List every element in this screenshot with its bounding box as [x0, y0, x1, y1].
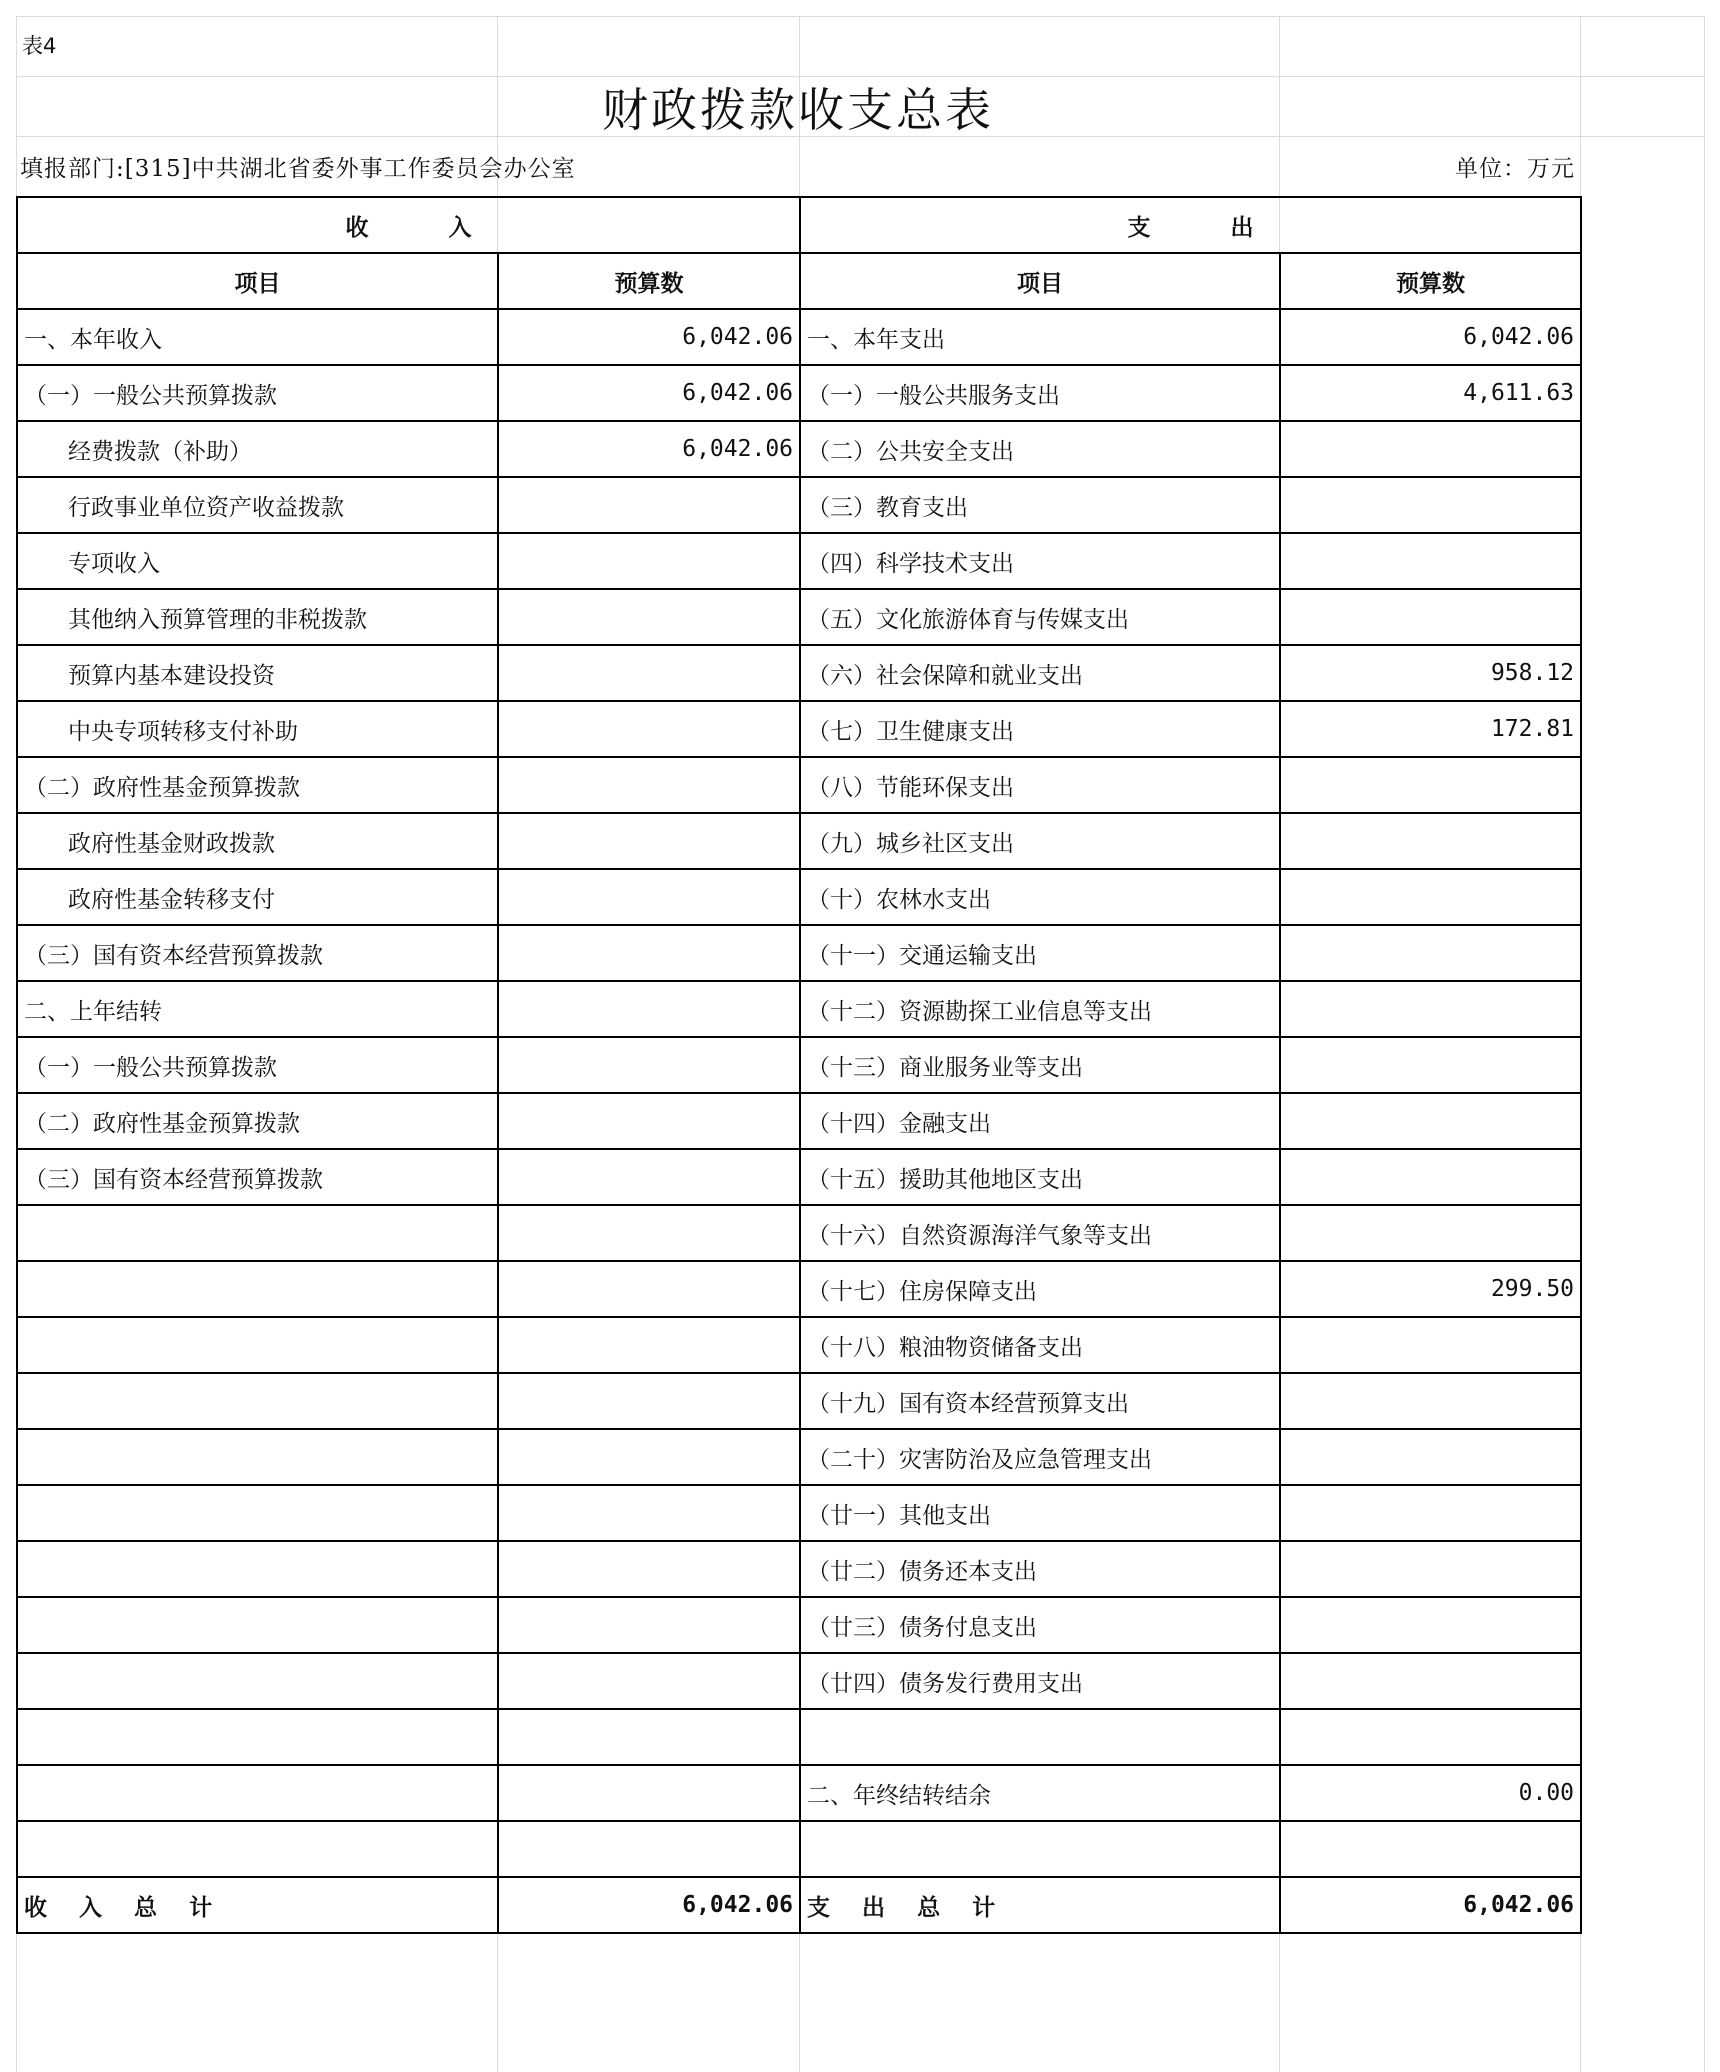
income-item-cell: （一）一般公共预算拨款 [17, 365, 498, 421]
expense-value-cell: 0.00 [1280, 1765, 1581, 1821]
expense-item-cell: （四）科学技术支出 [800, 533, 1280, 589]
income-value-cell [498, 1093, 800, 1149]
income-item-cell [17, 1541, 498, 1597]
table-row [17, 1261, 1581, 1317]
expense-value-cell [1280, 477, 1581, 533]
income-item-cell [17, 1317, 498, 1373]
income-total-label: 收 入 总 计 [17, 1877, 498, 1933]
income-item-cell: 二、上年结转 [17, 981, 498, 1037]
grid-line [1704, 16, 1705, 2072]
budget-table [16, 196, 1582, 1934]
expense-value-cell [1280, 813, 1581, 869]
expense-value-cell: 6,042.06 [1280, 309, 1581, 365]
income-item-cell: 政府性基金转移支付 [17, 869, 498, 925]
income-value-cell [498, 1653, 800, 1709]
income-value-cell [498, 645, 800, 701]
expense-item-cell: （十六）自然资源海洋气象等支出 [800, 1205, 1280, 1261]
expense-item-cell: （二）公共安全支出 [800, 421, 1280, 477]
expense-item-cell: （三）教育支出 [800, 477, 1280, 533]
expense-value-cell [1280, 1093, 1581, 1149]
page-title: 财政拨款收支总表 [602, 83, 994, 137]
unit-label: 单位：万元 [1455, 156, 1575, 182]
table-row [17, 477, 1581, 533]
income-item-cell [17, 1373, 498, 1429]
table-row [17, 1597, 1581, 1653]
table-row [17, 421, 1581, 477]
table-row [17, 1653, 1581, 1709]
expense-value-cell: 4,611.63 [1280, 365, 1581, 421]
expense-item-cell: （廿一）其他支出 [800, 1485, 1280, 1541]
table-row [17, 757, 1581, 813]
table-row [17, 1709, 1581, 1765]
income-value-cell [498, 1317, 800, 1373]
income-value-cell [498, 1541, 800, 1597]
table-row [17, 1485, 1581, 1541]
expense-value-cell [1280, 1709, 1581, 1765]
table-row [17, 1429, 1581, 1485]
income-item-cell [17, 1205, 498, 1261]
expense-total-label: 支 出 总 计 [800, 1877, 1280, 1933]
income-value-cell [498, 813, 800, 869]
income-item-cell [17, 1597, 498, 1653]
income-item-cell [17, 1485, 498, 1541]
expense-value-cell [1280, 869, 1581, 925]
grid-line [16, 76, 1704, 77]
income-value-cell [498, 589, 800, 645]
sheet-tag: 表4 [22, 34, 57, 58]
expense-total-value: 6,042.06 [1280, 1877, 1581, 1933]
expense-item-cell: （七）卫生健康支出 [800, 701, 1280, 757]
expense-value-cell [1280, 1037, 1581, 1093]
income-value-cell [498, 1765, 800, 1821]
income-item-cell [17, 1653, 498, 1709]
table-row [17, 1037, 1581, 1093]
income-item-cell [17, 1821, 498, 1877]
table-row [17, 1093, 1581, 1149]
expense-value-cell [1280, 981, 1581, 1037]
expense-item-cell: （十九）国有资本经营预算支出 [800, 1373, 1280, 1429]
expense-item-header: 项目 [800, 253, 1280, 309]
expense-value-cell [1280, 421, 1581, 477]
expense-value-cell [1280, 589, 1581, 645]
expense-item-cell: （十三）商业服务业等支出 [800, 1037, 1280, 1093]
expense-value-cell [1280, 1429, 1581, 1485]
income-value-cell [498, 869, 800, 925]
table-row [17, 981, 1581, 1037]
income-budget-header: 预算数 [498, 253, 800, 309]
table-row [17, 1541, 1581, 1597]
expense-item-cell: （九）城乡社区支出 [800, 813, 1280, 869]
table-row [17, 1821, 1581, 1877]
expense-value-cell [1280, 1205, 1581, 1261]
expense-item-cell: （一）一般公共服务支出 [800, 365, 1280, 421]
expense-value-cell [1280, 1373, 1581, 1429]
income-value-cell [498, 757, 800, 813]
income-value-cell [498, 1429, 800, 1485]
income-item-cell [17, 1709, 498, 1765]
expense-item-cell: （十一）交通运输支出 [800, 925, 1280, 981]
table-row [17, 1149, 1581, 1205]
income-value-cell [498, 1205, 800, 1261]
income-item-cell: 行政事业单位资产收益拨款 [17, 477, 498, 533]
grid-line [16, 16, 1704, 17]
expense-item-cell: （八）节能环保支出 [800, 757, 1280, 813]
expense-item-cell: 一、本年支出 [800, 309, 1280, 365]
table-row [17, 1373, 1581, 1429]
department-label: 填报部门:[315]中共湖北省委外事工作委员会办公室 [20, 156, 576, 182]
total-row [17, 1877, 1581, 1933]
expense-item-cell: （十七）住房保障支出 [800, 1261, 1280, 1317]
expense-value-cell [1280, 1653, 1581, 1709]
expense-item-cell: （十）农林水支出 [800, 869, 1280, 925]
table-row [17, 645, 1581, 701]
expense-item-cell: （十五）援助其他地区支出 [800, 1149, 1280, 1205]
income-item-cell [17, 1765, 498, 1821]
income-item-cell: 经费拨款（补助） [17, 421, 498, 477]
expense-value-cell [1280, 1821, 1581, 1877]
income-value-cell: 6,042.06 [498, 309, 800, 365]
income-item-cell: （三）国有资本经营预算拨款 [17, 1149, 498, 1205]
expense-item-cell: （五）文化旅游体育与传媒支出 [800, 589, 1280, 645]
expense-item-cell: （十二）资源勘探工业信息等支出 [800, 981, 1280, 1037]
income-header: 收 入 [17, 197, 800, 253]
income-value-cell: 6,042.06 [498, 421, 800, 477]
expense-item-cell: （廿二）债务还本支出 [800, 1541, 1280, 1597]
income-item-cell [17, 1261, 498, 1317]
income-value-cell [498, 477, 800, 533]
table-row [17, 925, 1581, 981]
expense-item-cell [800, 1821, 1280, 1877]
income-value-cell [498, 1149, 800, 1205]
expense-value-cell [1280, 925, 1581, 981]
expense-item-cell: （廿四）债务发行费用支出 [800, 1653, 1280, 1709]
income-item-cell: 专项收入 [17, 533, 498, 589]
income-item-cell: （二）政府性基金预算拨款 [17, 757, 498, 813]
table-row [17, 1205, 1581, 1261]
income-value-cell [498, 1821, 800, 1877]
income-value-cell [498, 701, 800, 757]
income-item-cell: （一）一般公共预算拨款 [17, 1037, 498, 1093]
expense-header: 支 出 [800, 197, 1581, 253]
expense-item-cell: （十八）粮油物资储备支出 [800, 1317, 1280, 1373]
income-value-cell [498, 1261, 800, 1317]
column-header-row [17, 253, 1581, 309]
expense-value-cell: 299.50 [1280, 1261, 1581, 1317]
income-value-cell [498, 925, 800, 981]
expense-value-cell [1280, 757, 1581, 813]
table-row [17, 365, 1581, 421]
table-row [17, 1317, 1581, 1373]
income-value-cell [498, 1597, 800, 1653]
income-value-cell: 6,042.06 [498, 365, 800, 421]
expense-value-cell: 958.12 [1280, 645, 1581, 701]
income-value-cell [498, 1485, 800, 1541]
table-row [17, 589, 1581, 645]
expense-item-cell [800, 1709, 1280, 1765]
income-item-cell [17, 1429, 498, 1485]
income-value-cell [498, 1037, 800, 1093]
expense-value-cell [1280, 1541, 1581, 1597]
table-row [17, 701, 1581, 757]
expense-value-cell [1280, 1597, 1581, 1653]
income-item-cell: （三）国有资本经营预算拨款 [17, 925, 498, 981]
income-total-value: 6,042.06 [498, 1877, 800, 1933]
expense-value-cell [1280, 1485, 1581, 1541]
table-row [17, 869, 1581, 925]
expense-value-cell [1280, 533, 1581, 589]
expense-item-cell: （廿三）债务付息支出 [800, 1597, 1280, 1653]
income-value-cell [498, 981, 800, 1037]
expense-item-cell: 二、年终结转结余 [800, 1765, 1280, 1821]
expense-value-cell [1280, 1149, 1581, 1205]
table-row [17, 813, 1581, 869]
expense-item-cell: （十四）金融支出 [800, 1093, 1280, 1149]
income-item-cell: （二）政府性基金预算拨款 [17, 1093, 498, 1149]
income-item-header: 项目 [17, 253, 498, 309]
expense-value-cell: 172.81 [1280, 701, 1581, 757]
income-item-cell: 政府性基金财政拨款 [17, 813, 498, 869]
income-item-cell: 一、本年收入 [17, 309, 498, 365]
expense-item-cell: （六）社会保障和就业支出 [800, 645, 1280, 701]
expense-value-cell [1280, 1317, 1581, 1373]
income-value-cell [498, 533, 800, 589]
income-value-cell [498, 1709, 800, 1765]
expense-item-cell: （二十）灾害防治及应急管理支出 [800, 1429, 1280, 1485]
expense-budget-header: 预算数 [1280, 253, 1581, 309]
table-row [17, 309, 1581, 365]
income-item-cell: 其他纳入预算管理的非税拨款 [17, 589, 498, 645]
table-row [17, 533, 1581, 589]
income-item-cell: 预算内基本建设投资 [17, 645, 498, 701]
income-item-cell: 中央专项转移支付补助 [17, 701, 498, 757]
section-header-row [17, 197, 1581, 253]
table-row [17, 1765, 1581, 1821]
income-value-cell [498, 1373, 800, 1429]
